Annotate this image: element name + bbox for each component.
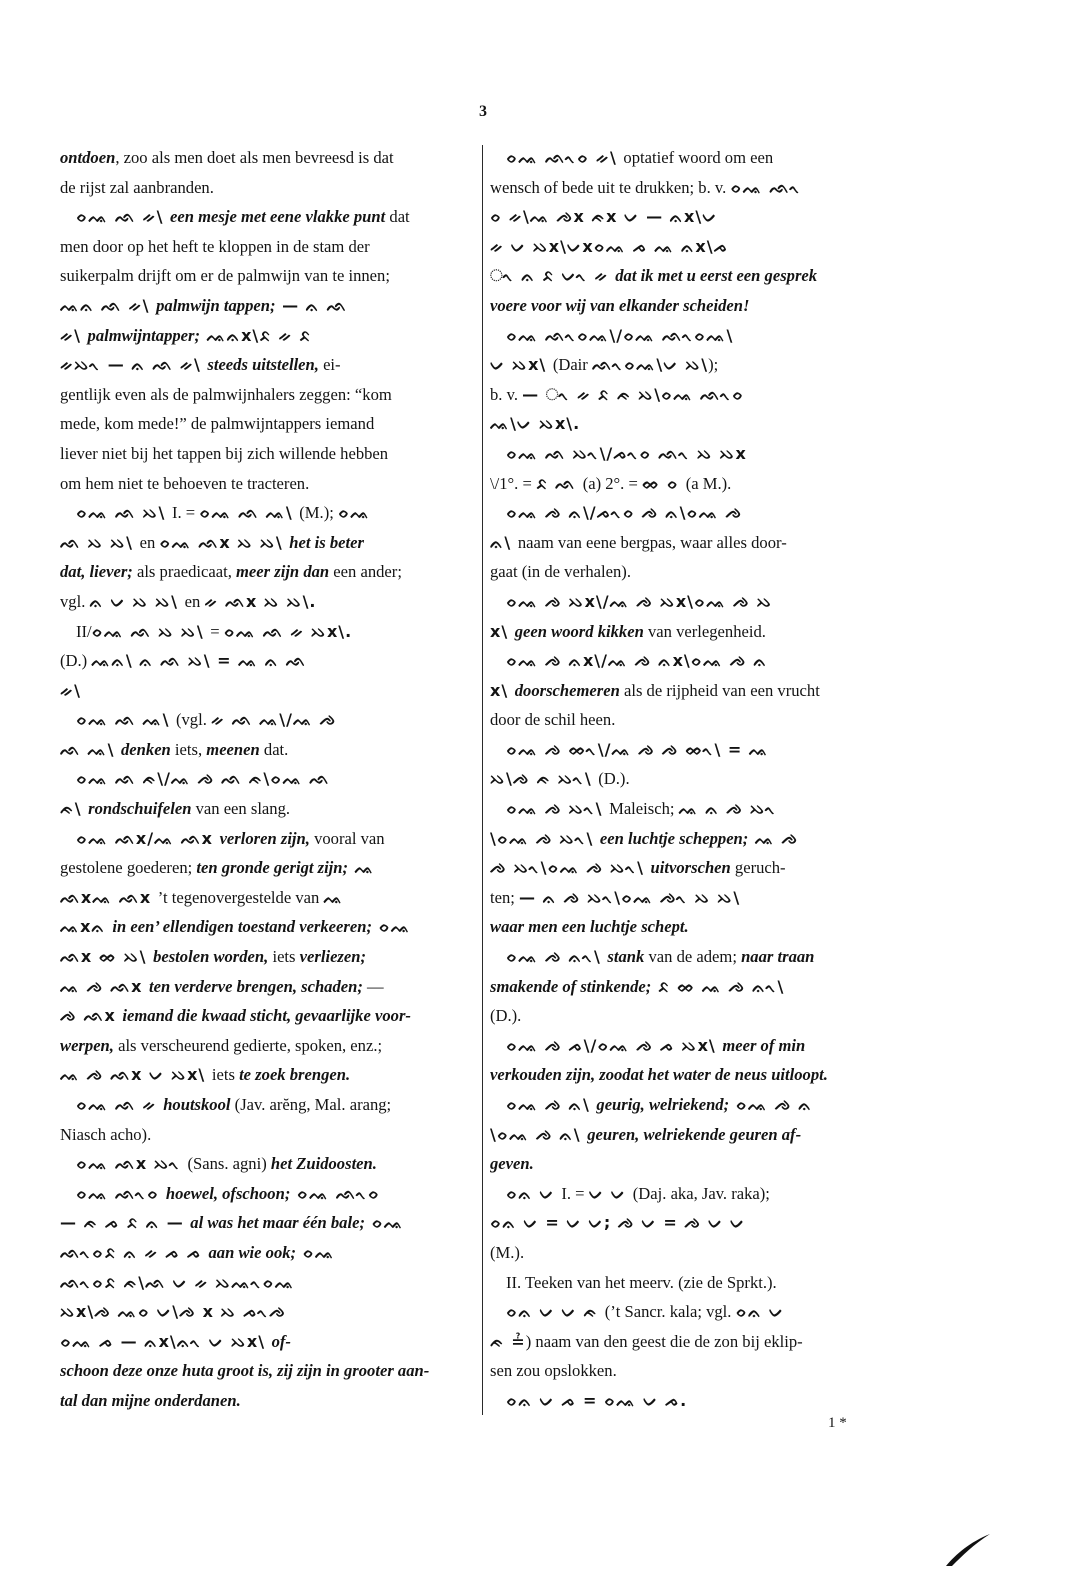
right-column-line [490,380,910,410]
batak-script-text: ᨆ ᨇx\ [490,355,553,375]
batak-script-text: ᨌ ᨒx [60,1006,123,1026]
right-column-line [490,587,910,617]
body-text: door de schil heen. [490,710,616,730]
body-text: , zoo als men doet als men bevreesd is dat [115,148,394,167]
italic-gloss-text: meer of min [722,1035,806,1055]
batak-script-text: ᨔᨕ ᨒ ᨀ ᨇx\. [223,621,353,641]
batak-script-text: ᨃ ≟ [490,1331,526,1351]
batak-script-text: ᨕ [323,887,344,907]
pen-stroke-mark [944,1532,992,1568]
right-column-line [490,261,910,291]
body-text: I. = [171,503,200,523]
italic-gloss-text: waar men een luchtje schept. [490,917,689,937]
batak-script-text: ᨒ ᨕ\ [60,739,121,759]
batak-script-text: ᨊ ᨆ ᨇ ᨇ\ [89,591,185,611]
batak-script-text: ᨔᨊ ᨆ ᨆ ᨃ [506,1302,605,1322]
italic-gloss-text: te zoek brengen. [239,1065,351,1085]
left-column-line [60,1386,474,1416]
right-column-line [490,1179,910,1209]
body-text: liever niet bij het tappen bij zich willende hebben [60,443,389,463]
batak-script-text: ᨔᨕ ᨒ ᨕ\ [199,503,300,523]
batak-script-text: ᨔᨕ ᨌ ᨊ [729,1095,813,1114]
batak-script-text: — ᨃ ᨍ ᨅ ᨊ — [60,1213,191,1233]
body-text: ten; [490,887,520,907]
body-text: gestolene goederen; [60,858,197,878]
right-column-line [490,1297,910,1327]
left-column-line [60,380,474,410]
batak-script-text: ᨔᨕ [338,503,371,523]
right-column-line [490,143,910,173]
left-column-line [60,1120,474,1150]
batak-script-text: ᨔᨕ ᨒ ᨃ\/ᨕ ᨌ ᨒ ᨃ\ᨔᨕ ᨒ [76,769,331,789]
body-text: geruch- [730,858,786,878]
body-text: van de adem; [644,947,742,967]
body-text: iets [268,947,300,967]
batak-script-text: ᨔᨕ ᨌ ᨇᨚ\ [506,799,610,819]
body-text: een ander; [329,562,402,582]
left-column-line [60,409,474,439]
batak-script-text: ᨕᨊ ᨒ ᨀ\ [60,295,157,315]
batak-script-text: ᨔᨕ ᨌ ᨊᨚ\ [506,947,608,967]
left-column-line [60,942,474,972]
body-text: Maleisch; [609,799,679,819]
body-text: (Dair [552,355,592,375]
italic-gloss-text: dat ik met u eerst een gesprek [615,266,818,286]
batak-script-text: ᨔᨕ ᨒx/ᨕ ᨒx [76,828,220,848]
italic-gloss-text: denken [121,739,171,759]
batak-script-text: ᨇx\ᨌ ᨕᨔ ᨆ\ᨌ x ᨇ ᨍᨚᨌ [60,1302,287,1322]
right-column-line [490,1356,910,1386]
body-text: als de rijpheid van een vrucht [619,680,820,700]
batak-script-text: ᨒxᨕ ᨒx [60,887,158,907]
batak-script-text: ᨅ ᨖ ᨕ ᨌ ᨊᨚ\ [651,976,785,996]
italic-gloss-text: naar traan [741,947,815,967]
left-column-line [60,143,474,173]
left-column-line [60,350,474,380]
right-column-line [490,232,910,262]
body-text: (vgl. [175,710,212,730]
italic-gloss-text: het Zuidoosten. [270,1154,377,1174]
body-text: II. Teeken van het meerv. (zie de Sprkt.). [506,1272,777,1292]
italic-gloss-text: tal dan mijne onderdanen. [60,1390,241,1410]
italic-gloss-text: of- [271,1331,291,1351]
left-column-line [60,1031,474,1061]
body-text: (a M.). [685,473,732,493]
body-text: — [362,976,384,996]
body-text: (a) 2°. = [582,473,642,493]
italic-gloss-text: een luchtje scheppen; [599,828,749,848]
left-column [60,143,474,1416]
batak-script-text: ᨔᨕ ᨒ ᨕ\ [76,710,176,730]
left-column-line [60,1268,474,1298]
italic-gloss-text: steeds uitstellen, [207,355,319,375]
signature-mark: 1 * [828,1415,847,1431]
batak-script-text: ᨔᨊ ᨆ [735,1302,785,1322]
body-text: suikerpalm drijft om er de palmwijn van te innen; [60,266,390,286]
italic-gloss-text: doorschemeren [514,680,620,700]
italic-gloss-text: werpen, [60,1035,114,1055]
body-text: I. = [561,1183,589,1203]
batak-script-text: ᨔᨕ ᨌ ᨊ\/ᨍᨚᨔ ᨌ ᨊ\ᨔᨕ ᨌ [506,503,743,523]
left-column-line [60,1179,474,1209]
right-column-line [490,1149,910,1179]
right-column-line [490,646,910,676]
right-column-line [490,173,910,203]
left-column-line [60,498,474,528]
left-column-line [60,824,474,854]
body-text: naam van eene bergpas, waar alles door- [517,532,787,552]
body-text: \/1°. = [490,473,536,493]
body-text: de rijst zal aanbranden. [60,177,214,197]
right-column-line [490,942,910,972]
italic-gloss-text: dat, liever; [60,562,133,582]
body-text: vooral van [309,828,385,848]
left-column-line [60,469,474,499]
body-text: gaat (in de verhalen). [490,562,631,582]
batak-script-text: ᨔᨕ ᨒᨚᨔᨕ\/ᨔᨕ ᨒᨚᨔᨕ\ [506,325,734,345]
body-text: (’t Sancr. kala; vgl. [604,1302,736,1322]
batak-script-text: ᨒx ᨖ ᨇ\ [60,947,154,967]
body-text: ’t tegenovergestelde van [157,887,324,907]
left-column-line [60,321,474,351]
left-column-line [60,676,474,706]
batak-script-text: ᨕ ᨊ ᨌ ᨇᨚ [678,799,777,819]
left-column-line [60,1297,474,1327]
italic-gloss-text: ten gronde gerigt zijn; [196,858,349,878]
body-text: om hem niet te behoeven te tracteren. [60,473,310,493]
italic-gloss-text: smakende of stinkende; [490,976,652,996]
left-column-line [60,705,474,735]
batak-script-text: ᨕ ᨌ ᨒx ᨆ ᨇx\ [60,1065,212,1085]
right-column-line [490,1090,910,1120]
italic-gloss-text: in een’ ellendigen toestand verkeeren; [112,917,372,937]
italic-gloss-text: een mesje met eene vlakke punt [170,207,386,227]
left-column-line [60,912,474,942]
column-divider [482,145,483,1415]
batak-script-text: ᨔᨕ ᨒᨚᨔ [76,1183,166,1203]
batak-script-text: ᨔᨕ [372,917,411,937]
batak-script-text: ᨒ ᨇ ᨇ\ [60,532,140,552]
batak-script-text: ᨒᨚᨔᨅ ᨊ ᨀ ᨍ ᨍ [60,1242,209,1262]
right-column-line [490,764,910,794]
left-column-line [60,291,474,321]
batak-script-text: ᨔᨕ ᨒᨚ [730,177,802,197]
right-column-line [490,409,910,439]
left-column-line [60,853,474,883]
batak-script-text: ᨅ ᨒ [535,473,583,493]
batak-script-text: ᨔᨊ ᨆ [506,1183,562,1203]
right-column-line [490,1208,910,1238]
body-text: men door op het heft te kloppen in de stam der [60,236,370,256]
body-text: van een slang. [191,799,291,819]
right-column-line [490,528,910,558]
batak-script-text: ᨕᨊ\ ᨊ ᨒ ᨇ\ = ᨕ ᨊ ᨒ [91,651,307,671]
batak-script-text: \ᨔᨕ ᨌ ᨇᨚ\ [490,828,600,848]
body-text: sen zou opslokken. [490,1361,617,1381]
body-text: iets, [170,739,207,759]
batak-script-text: ᨀ\ [60,325,88,345]
batak-script-text: ᨒᨚᨔᨅ ᨃ\ᨒ ᨆ ᨀ ᨇᨕᨚᨔᨕ [60,1272,295,1292]
batak-script-text: ᨕ ᨌ ᨒx [60,976,150,996]
body-text: mede, kom mede!” de palmwijntappers iemand [60,414,375,434]
body-text: (M.); [299,503,338,523]
right-column-line [490,1001,910,1031]
body-text: als verscheurend gedierte, spoken, enz.; [113,1035,383,1055]
batak-script-text: ᨃ\ [60,799,89,819]
batak-script-text: ᨌ ᨇᨚ\ᨔᨕ ᨌ ᨇᨚ\ [490,858,651,878]
body-text: gentlijk even als de palmwijnhalers zeggen: “kom [60,384,392,404]
batak-script-text: ᨕᨊx\ᨅ ᨀ ᨅ [200,325,312,345]
left-column-line [60,557,474,587]
right-column-line [490,912,910,942]
italic-gloss-text: verliezen; [299,947,367,967]
batak-script-text: ᨕ ᨌ [748,828,799,848]
batak-script-text: — ᨚ ᨀ ᨅ ᨃ ᨇ\ᨔᨕ ᨒᨚᨔ [522,384,745,404]
batak-script-text: ᨔᨕ ᨒx ᨇᨚ [76,1154,188,1174]
right-column-line [490,1327,910,1357]
body-text: wensch of bede uit te drukken; b. v. [490,177,731,197]
left-column-line [60,173,474,203]
body-text: (Daj. aka, Jav. raka); [632,1183,770,1203]
body-text: (D.). [598,769,630,789]
body-text: (D.). [490,1006,522,1026]
body-text: vgl. [60,591,90,611]
left-column-line [60,1001,474,1031]
batak-script-text: ᨔᨕ ᨒ ᨀ [76,1095,164,1114]
batak-script-text: ᨔᨕ ᨒ ᨀ\ [76,207,171,227]
left-column-line [60,1090,474,1120]
italic-gloss-text: geven. [490,1154,534,1174]
italic-gloss-text: rondschuifelen [88,799,192,819]
body-text: ) naam van den geest die de zon bij eklip- [525,1331,803,1351]
body-text: als praedicaat, [132,562,237,582]
italic-gloss-text: geurig, welriekend; [596,1095,730,1114]
left-column-line [60,883,474,913]
batak-script-text: ᨀ ᨒ ᨕ\/ᨕ ᨌ [211,710,337,730]
right-column-line [490,972,910,1002]
italic-gloss-text: iemand die kwaad sticht, gevaarlijke voor- [122,1006,411,1026]
left-column-line [60,1149,474,1179]
left-column-line [60,1060,474,1090]
italic-gloss-text: palmwijn tappen; [156,295,276,315]
batak-script-text: ᨚ ᨊ ᨅ ᨆᨚ ᨀ [490,266,616,286]
right-column-line [490,1031,910,1061]
body-text: dat. [259,739,289,759]
italic-gloss-text: ten verderve brengen, schaden; [149,976,363,996]
batak-script-text: ᨔᨕ ᨒ ᨇᨚ\/ᨍᨚᨔ ᨒᨚ ᨇ ᨇx [506,443,747,463]
left-column-line [60,735,474,765]
left-column-line [60,1208,474,1238]
italic-gloss-text: aan wie ook; [208,1242,297,1262]
italic-gloss-text: houtskool [163,1095,231,1114]
left-column-line [60,1327,474,1357]
batak-script-text: ᨕ [348,858,375,878]
italic-gloss-text: uitvorschen [650,858,731,878]
batak-script-text: ᨒᨚᨔᨕ\ᨆ ᨇ\ [591,355,709,375]
italic-gloss-text: verloren zijn, [219,828,310,848]
right-column-line [490,1386,910,1416]
italic-gloss-text: palmwijntapper; [87,325,201,345]
right-column-line [490,202,910,232]
left-column-line [60,1238,474,1268]
left-column-line [60,261,474,291]
batak-script-text: x\ [490,680,515,700]
right-column-line [490,735,910,765]
batak-script-text: ᨊ\ [490,532,518,552]
right-column-line [490,1060,910,1090]
body-text: dat [385,207,410,227]
batak-script-text: ᨔᨕ ᨒᨚᨔ [290,1183,381,1203]
right-column [490,143,910,1416]
batak-script-text: ᨔᨊ ᨆ = ᨆ ᨆ; ᨌ ᨆ = ᨌ ᨆ ᨆ [490,1213,746,1233]
batak-script-text: ᨕ\ᨆ ᨇx\. [490,414,581,434]
italic-gloss-text: voere voor wij van elkander scheiden! [490,295,750,315]
right-column-line [490,883,910,913]
body-text: (D.) [60,651,92,671]
right-column-line [490,676,910,706]
batak-script-text: ᨔᨕ ᨌ ᨖᨚ\/ᨕ ᨌ ᨌ ᨖᨚ\ = ᨕ [506,739,769,759]
body-text: ); [708,355,719,375]
batak-script-text: ᨔᨕ ᨌ ᨊ\ [506,1095,597,1114]
italic-gloss-text: ontdoen [60,148,116,167]
batak-script-text: ᨔᨕ ᨌ ᨇx\/ᨕ ᨌ ᨇx\ᨔᨕ ᨌ ᨇ [506,591,773,611]
batak-script-text: ᨔᨕ ᨒᨚᨔ ᨀ\ [506,148,624,167]
page-number: 3 [479,103,487,120]
batak-script-text: ᨆ ᨆ [588,1183,633,1203]
batak-script-text: ᨔᨕ ᨍ — ᨊx\ᨊᨚ ᨆ ᨇx\ [60,1331,272,1351]
left-column-line [60,528,474,558]
italic-gloss-text: geuren, welriekende geuren af- [587,1124,802,1144]
right-column-line [490,557,910,587]
left-column-line [60,972,474,1002]
italic-gloss-text: meer zijn dan [236,562,330,582]
right-column-line [490,469,910,499]
batak-script-text: x\ [490,621,515,641]
right-column-line [490,853,910,883]
body-text: = [210,621,224,641]
left-column-line [60,1356,474,1386]
body-text: van verlegenheid. [643,621,766,641]
body-text: (Jav. arĕng, Mal. arang; [230,1095,392,1114]
italic-gloss-text: schoon deze onze huta groot is, zij zijn in grooter aan- [60,1361,430,1381]
italic-gloss-text: al was het maar één bale; [190,1213,365,1233]
right-column-line [490,617,910,647]
body-text: ei- [318,355,341,375]
left-column-line [60,202,474,232]
right-column-line [490,350,910,380]
batak-script-text: ᨔᨊ ᨆ ᨍ = ᨔᨕ ᨆ ᨍ. [506,1390,688,1410]
batak-script-text: — ᨊ ᨒ [275,295,348,315]
batak-script-text: ᨕxᨊ [60,917,113,937]
batak-script-text: ᨀ\ [60,680,81,700]
body-text: (M.). [490,1242,525,1262]
italic-gloss-text: meenen [206,739,260,759]
italic-gloss-text: bestolen worden, [153,947,269,967]
body-text: iets [211,1065,240,1085]
left-column-line [60,794,474,824]
right-column-line [490,1238,910,1268]
batak-script-text: ᨔᨕ [296,1242,336,1262]
right-column-line [490,794,910,824]
right-column-line [490,439,910,469]
batak-script-text: ᨀ ᨆ ᨇx\ᨆxᨔᨕ ᨍ ᨕ ᨊx\ᨍ [490,236,729,256]
batak-script-text: \ᨔᨕ ᨌ ᨊ\ [490,1124,588,1144]
body-text: en [139,532,160,552]
italic-gloss-text: stank [607,947,645,967]
body-text: Niasch acho). [60,1124,152,1144]
italic-gloss-text: het is beter [289,532,364,552]
right-column-line [490,321,910,351]
body-text: en [184,591,205,611]
batak-script-text: ᨔᨕ [365,1213,404,1233]
batak-script-text: ᨔᨕ ᨒx ᨇ ᨇ\ [159,532,290,552]
italic-gloss-text: verkouden zijn, zoodat het water de neus uitloopt. [490,1065,828,1085]
left-column-line [60,232,474,262]
batak-script-text: ᨀᨇᨚ — ᨊ ᨒ ᨀ\ [60,355,208,375]
batak-script-text: ᨔ ᨀ\ᨕ ᨌx ᨃx ᨆ — ᨊx\ᨆ [490,207,718,227]
batak-script-text: ᨔᨕ ᨒ ᨇ ᨇ\ [91,621,211,641]
batak-script-text: — ᨊ ᨌ ᨇᨚ\ᨔᨕ ᨌᨚ ᨇ ᨇ\ [519,887,741,907]
right-column-line [490,291,910,321]
left-column-line [60,617,474,647]
right-column-line [490,824,910,854]
italic-gloss-text: geen woord kikken [514,621,644,641]
right-column-line [490,498,910,528]
body-text: II/ [76,621,92,641]
body-text: (Sans. agni) [187,1154,271,1174]
right-column-line [490,1268,910,1298]
left-column-line [60,587,474,617]
body-text: b. v. [490,384,523,404]
left-column-line [60,439,474,469]
batak-script-text: ᨇ\ᨌ ᨃ ᨇᨚ\ [490,769,599,789]
body-text: optatief woord om een [623,148,774,167]
batak-script-text: ᨔᨕ ᨌ ᨍ\/ᨔᨕ ᨌ ᨍ ᨇx\ [506,1035,723,1055]
right-column-line [490,1120,910,1150]
right-column-line [490,705,910,735]
batak-script-text: ᨖ ᨔ [642,473,686,493]
left-column-line [60,764,474,794]
batak-script-text: ᨀ ᨒx ᨇ ᨇ\. [204,591,317,611]
batak-script-text: ᨔᨕ ᨌ ᨊx\/ᨕ ᨌ ᨊx\ᨔᨕ ᨌ ᨊ [506,651,768,671]
batak-script-text: ᨔᨕ ᨒ ᨇ\ [76,503,172,523]
italic-gloss-text: hoewel, ofschoon; [165,1183,291,1203]
left-column-line [60,646,474,676]
